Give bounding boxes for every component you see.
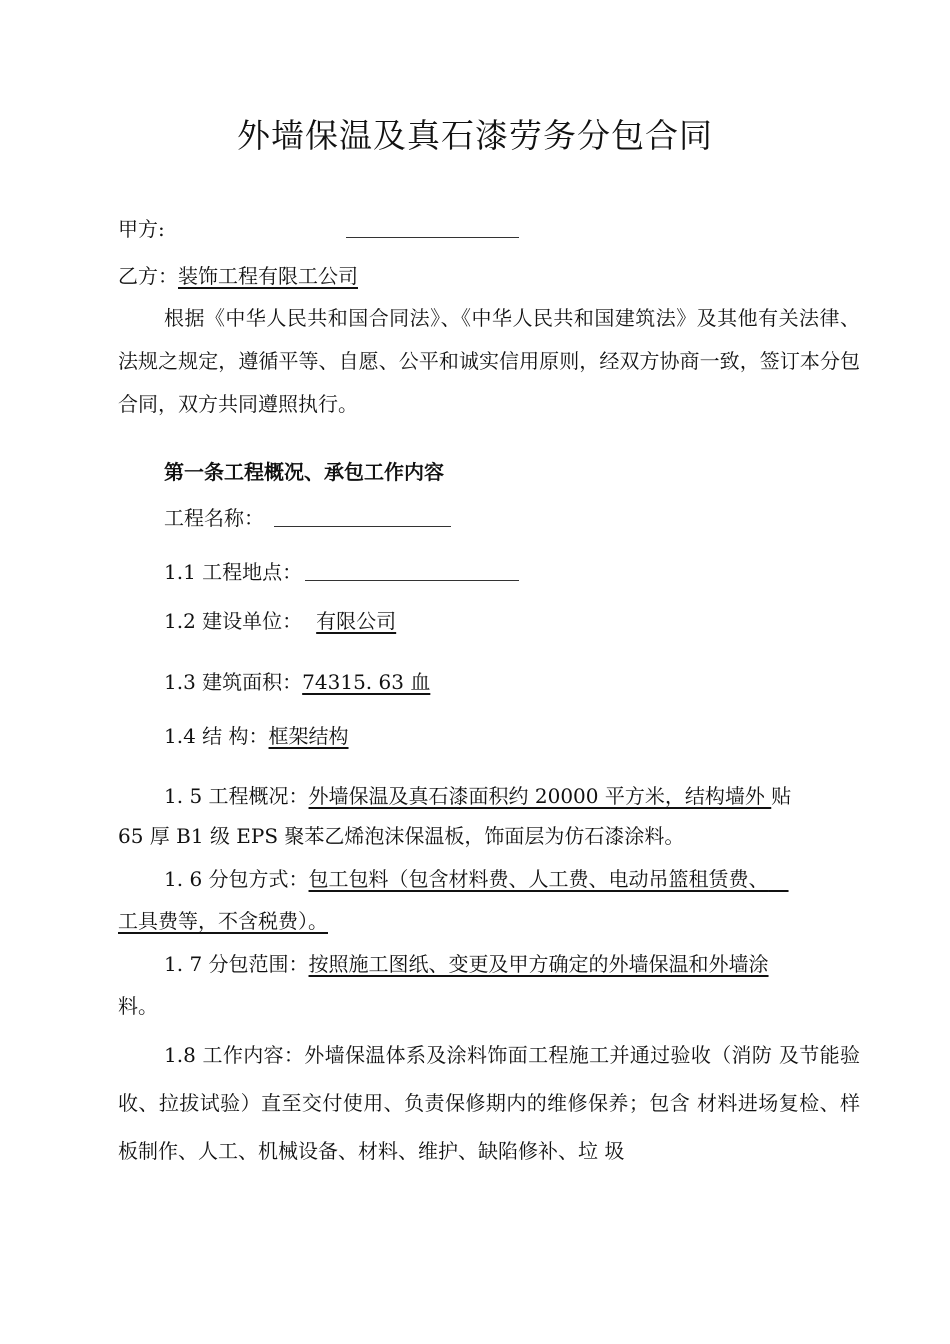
preamble-paragraph: 根据《中华人民共和国合同法》、《中华人民共和国建筑法》及其他有关法律、法规之规定，遵循平等、自愿、公平和诚实信用原则，经双方协商一致，签订本分包合同，双方共同遵照执行。	[118, 306, 860, 416]
party-a-line	[118, 217, 165, 241]
owner-line	[164, 609, 396, 633]
method-label: 1. 6 分包方式：	[164, 867, 309, 891]
scope-line2: 料。	[118, 994, 158, 1018]
area-line	[164, 670, 430, 694]
scope-label: 1. 7 分包范围：	[164, 952, 309, 976]
party-a-label: 甲方:	[118, 217, 165, 241]
party-b-label: 乙方：	[118, 264, 178, 288]
overview-label: 1. 5 工程概况：	[164, 784, 309, 808]
owner-label: 1.2 建设单位：	[164, 609, 303, 633]
location-blank	[305, 560, 519, 581]
structure-value: 框架结构	[268, 724, 349, 748]
method-value: 包工包料（包含材料费、人工费、电动吊篮租赁费、	[308, 867, 769, 891]
scope-value: 按照施工图纸、变更及甲方确定的外墙保温和外墙涂	[308, 952, 769, 976]
method-value-line2: 工具费等，不含税费）。	[118, 909, 328, 933]
location-label: 1.1 工程地点：	[164, 560, 303, 584]
area-value: 74315. 63 血	[302, 670, 431, 694]
overview-line	[164, 784, 791, 808]
overview-line2: 65 厚 B1 级 EPS 聚苯乙烯泡沫保温板，饰面层为仿石漆涂料。	[118, 824, 685, 848]
project-name-label: 工程名称：	[164, 506, 264, 530]
overview-rest: 贴	[771, 784, 792, 808]
party-a-blank	[346, 217, 519, 238]
project-name-blank	[274, 506, 451, 527]
location-line	[164, 560, 302, 584]
work-content-paragraph: 1.8 工作内容：外墙保温体系及涂料饰面工程施工并通过验收（消防 及节能验收、拉拔试验）直至交付使用、负责保修期内的维修保养；包含 材料进场复检、样板制作、人工、机械设备、材料、维护、缺陷修补、垃 圾	[118, 1043, 860, 1163]
structure-label: 1.4 结 构：	[164, 724, 269, 748]
structure-line	[164, 724, 349, 748]
section1-heading: 第一条工程概况、承包工作内容	[164, 460, 444, 484]
party-b-value: 装饰工程有限工公司	[178, 264, 358, 288]
project-name-line	[164, 506, 264, 530]
area-label: 1.3 建筑面积：	[164, 670, 303, 694]
document-title: 外墙保温及真石漆劳务分包合同	[237, 116, 713, 155]
owner-value: 有限公司	[316, 609, 397, 633]
party-b-line	[118, 264, 358, 288]
method-line2	[118, 909, 328, 933]
scope-line	[164, 952, 769, 976]
method-line	[164, 867, 789, 891]
overview-value: 外墙保温及真石漆面积约 20000 平方米，结构墙外	[308, 784, 772, 808]
